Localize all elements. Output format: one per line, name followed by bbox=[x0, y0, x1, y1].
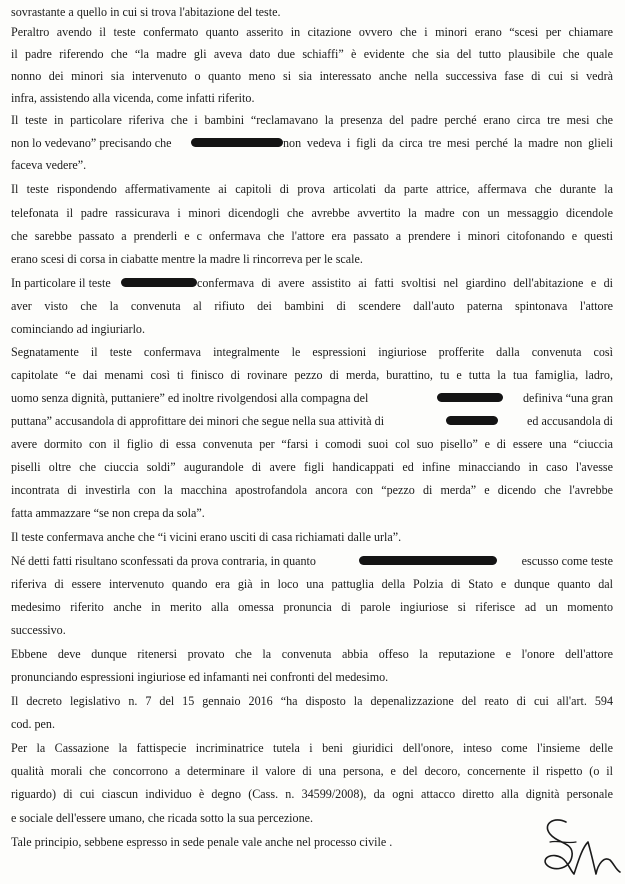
redaction-mark bbox=[121, 278, 197, 287]
text-line: telefonata il padre rassicurava i minori dicendogli che avrebbe avvertito la madre con un messaggio dicendole bbox=[11, 206, 613, 220]
text-line: faceva vedere”. bbox=[11, 158, 87, 172]
text-line: che sarebbe passato a prenderli e c onfermava che l'attore era passato a prendere i minori citofonando e questi bbox=[11, 229, 613, 243]
text-line-redacted bbox=[11, 276, 613, 290]
text-line: Peraltro avendo il teste confermato quanto asserito in citazione ovvero che i minori erano “scesi per chiamare bbox=[11, 25, 613, 39]
text-line: Per la Cassazione la fattispecie incriminatrice tutela i beni giuridici dell'onore, inteso come l'insieme delle bbox=[11, 741, 613, 755]
text-line: cominciando ad ingiuriarlo. bbox=[11, 322, 145, 336]
text-line: Il teste rispondendo affermativamente ai capitoli di prova articolati da parte attrice, affermava che durante la bbox=[11, 182, 613, 196]
text-line: Tale principio, sebbene espresso in sede penale vale anche nel processo civile . bbox=[11, 835, 393, 849]
text-line-redacted bbox=[11, 414, 613, 428]
text-line: Il teste confermava anche che “i vicini erano usciti di casa richiamati dalle urla”. bbox=[11, 530, 402, 544]
text-line: Il decreto legislativo n. 7 del 15 gennaio 2016 “ha disposto la depenalizzazione del reato di cui all'art. 594 bbox=[11, 694, 613, 708]
text-line: pronunciando espressioni ingiuriose ed infamanti nei confronti del medesimo. bbox=[11, 670, 389, 684]
text-line: aver visto che la convenuta al rifiuto dei bambini di scendere dall'auto paterna spintonava l'attore bbox=[11, 299, 613, 313]
text-segment: non vedeva i figli da circa tre mesi perché la madre non glieli bbox=[283, 136, 613, 150]
text-line: avere dormito con il figlio di essa convenuta per “farsi i comodi suoi col suo pisello” e di essere una “ciuccia bbox=[11, 437, 613, 451]
text-line-redacted bbox=[11, 136, 613, 150]
text-segment: In particolare il teste bbox=[11, 276, 111, 290]
text-line-redacted bbox=[11, 554, 613, 568]
redaction-mark bbox=[191, 138, 283, 147]
text-line: Ebbene deve dunque ritenersi provato che la convenuta abbia offeso la reputazione e l'onore dell'attore bbox=[11, 647, 613, 661]
text-segment: non lo vedevano” precisando che bbox=[11, 136, 172, 150]
text-line: successivo. bbox=[11, 623, 66, 637]
text-line: il padre riferendo che “la madre gli aveva dato due schiaffi” è evidente che sia del tutto plausibile che quale bbox=[11, 47, 613, 61]
text-line: medesimo riferito anche in merito alla omessa pronuncia di parole ingiuriose si riferisce ad un momento bbox=[11, 600, 613, 614]
text-segment: definiva “una gran bbox=[523, 391, 613, 405]
text-line: erano scesi di corsa in ciabatte mentre la madre li rincorreva per le scale. bbox=[11, 252, 363, 266]
text-segment: confermava di avere assistito ai fatti svoltisi nel giardino dell'abitazione e di bbox=[197, 276, 613, 290]
redaction-mark bbox=[437, 393, 503, 402]
redaction-mark bbox=[359, 556, 497, 565]
text-line: qualità morali che concorrono a determinare il valore di una persona, e del decoro, concernente il rispetto (o il bbox=[11, 764, 613, 778]
text-line: Segnatamente il teste confermava integralmente le espressioni ingiuriose profferite dalla convenuta così bbox=[11, 345, 613, 359]
text-segment: puttana” accusandola di approfittare dei minori che segue nella sua attività di bbox=[11, 414, 385, 428]
text-segment: ed accusandola di bbox=[527, 414, 613, 428]
text-line: nonno dei minori sia intervenuto o quanto meno si sia interessato anche nella successiva fase di cui si vedrà bbox=[11, 69, 613, 83]
redaction-mark bbox=[446, 416, 498, 425]
text-line: infra, assistendo alla vicenda, come infatti riferito. bbox=[11, 91, 255, 105]
text-line: cod. pen. bbox=[11, 717, 55, 731]
text-line: riguardo) di cui ciascun individuo è degno (Cass. n. 34599/2008), da ogni attacco diretto alla dignità personale bbox=[11, 787, 613, 801]
text-line: sovrastante a quello in cui si trova l'abitazione del teste. bbox=[11, 5, 281, 19]
text-line: piselli oltre che ciuccia soldi” augurandole di avere figli handicappati ed infine minacciando in caso l'avesse bbox=[11, 460, 613, 474]
text-segment: escusso come teste bbox=[521, 554, 613, 568]
text-segment: Né detti fatti risultano sconfessati da prova contraria, in quanto bbox=[11, 554, 316, 568]
text-line: capitolate “e dai menami così ti finisco di rovinare pezzo di merda, burattino, tu e tutta la tua famiglia, ladro, bbox=[11, 368, 613, 382]
text-line: incontrata di investirla con la macchina apostrofandola ancora con “pezzo di merda” e dicendo che l'avrebbe bbox=[11, 483, 613, 497]
text-line: Il teste in particolare riferiva che i bambini “reclamavano la presenza del padre perché erano circa tre mesi che bbox=[11, 113, 613, 127]
text-line: fatta ammazzare “se non crepa da sola”. bbox=[11, 506, 205, 520]
text-line: e sociale dell'essere umano, che ricada sotto la sua percezione. bbox=[11, 811, 314, 825]
text-line-redacted bbox=[11, 391, 613, 405]
handwritten-signature bbox=[536, 812, 625, 882]
text-segment: uomo senza dignità, puttaniere” ed inoltre rivolgendosi alla compagna del bbox=[11, 391, 369, 405]
text-line: riferiva di essere intervenuto quando era già in loco una pattuglia della Polzia di Stato e dunque quanto dal bbox=[11, 577, 613, 591]
